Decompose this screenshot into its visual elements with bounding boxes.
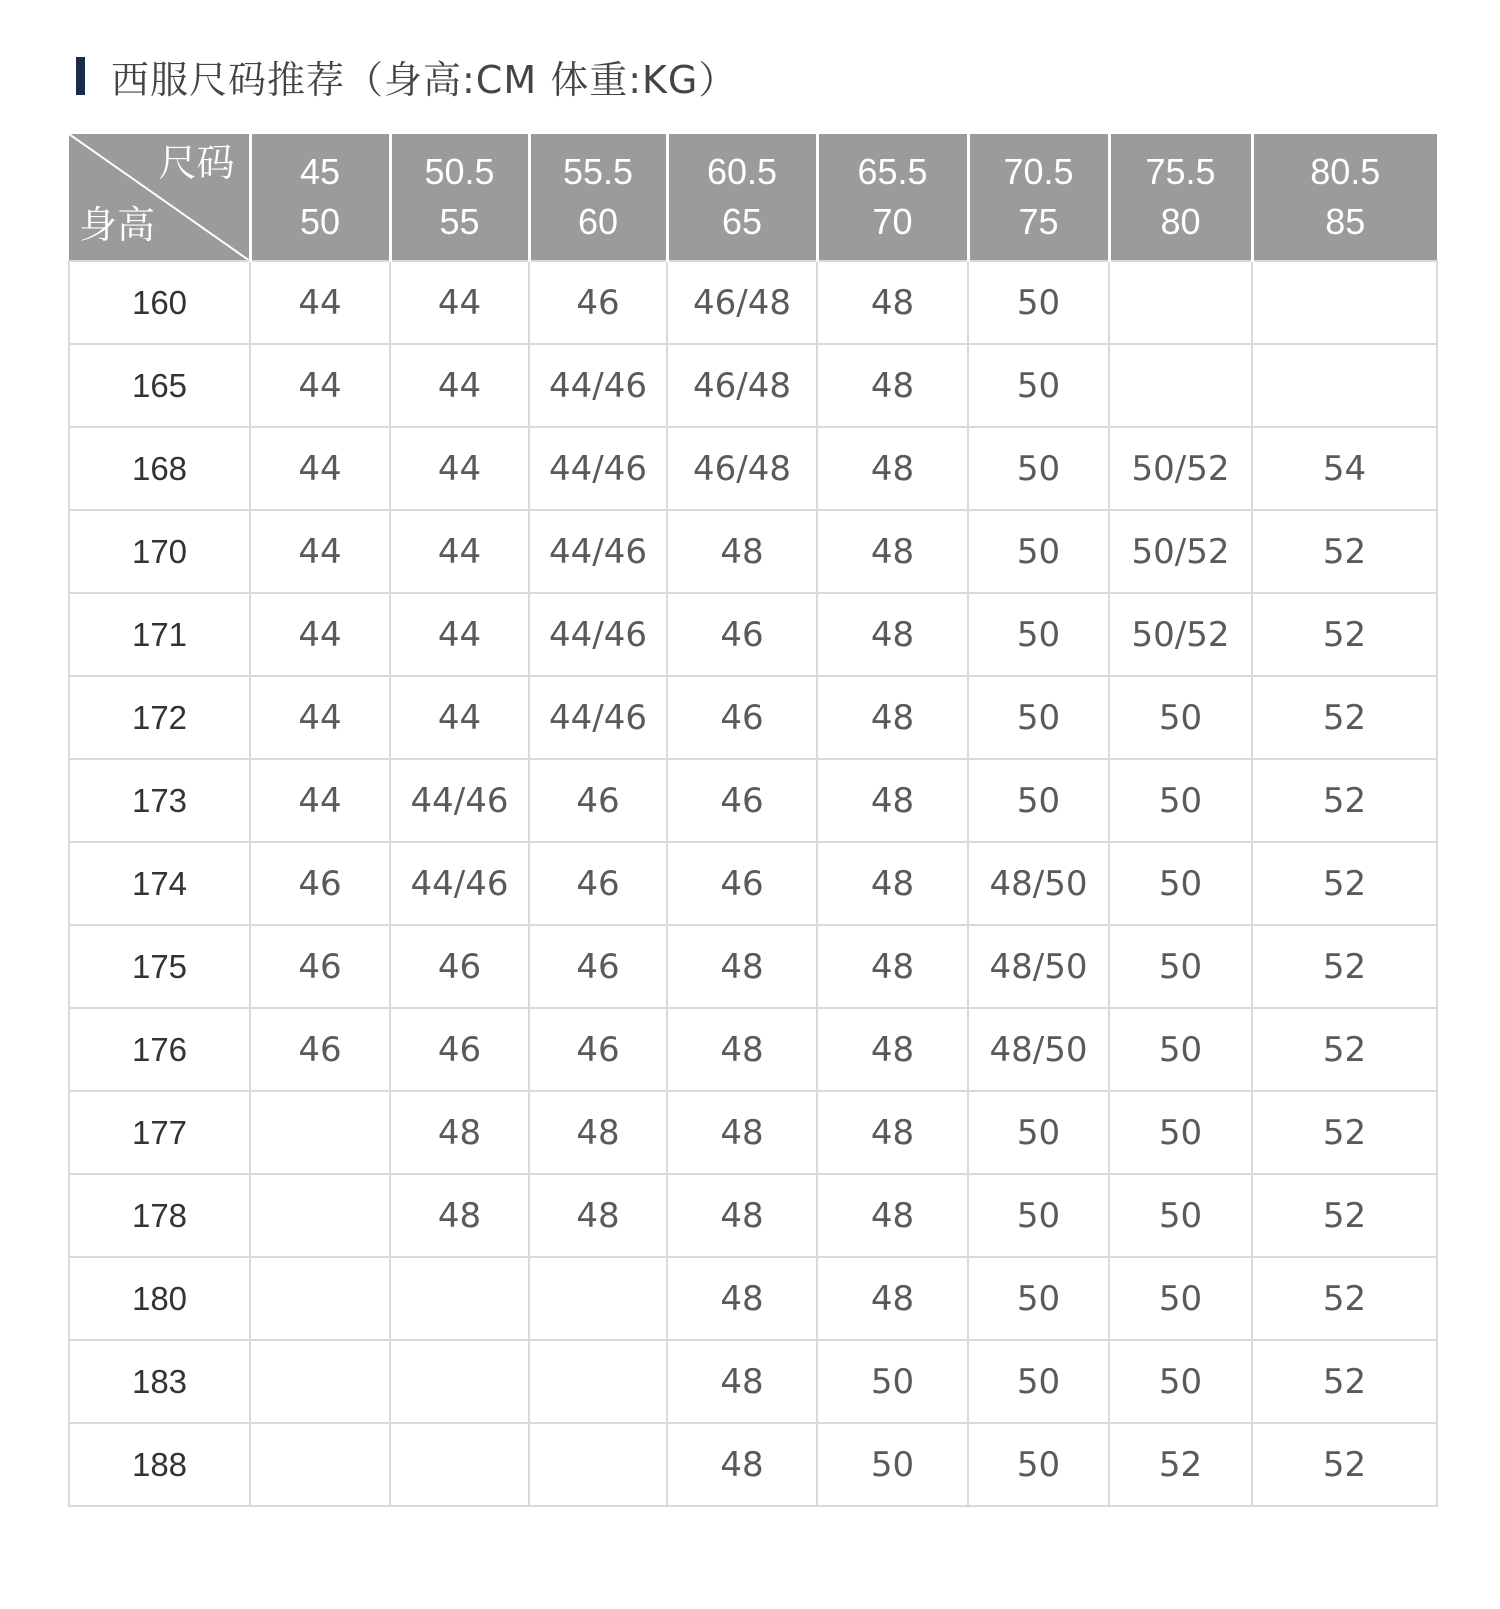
height-cell: 173: [69, 759, 250, 842]
size-cell: 44: [390, 510, 529, 593]
size-cell: 48: [817, 593, 968, 676]
weight-max: 85: [1325, 201, 1366, 242]
weight-min: 80.5: [1310, 151, 1381, 192]
size-cell: 44: [390, 593, 529, 676]
size-cell: 46: [529, 925, 667, 1008]
size-cell: 52: [1252, 676, 1437, 759]
size-cell: 52: [1252, 1174, 1437, 1257]
size-cell: 46: [529, 261, 667, 344]
size-cell: 48: [817, 759, 968, 842]
height-cell: 160: [69, 261, 250, 344]
size-cell: 52: [1109, 1423, 1252, 1506]
size-cell: 52: [1252, 593, 1437, 676]
size-cell: 48: [817, 676, 968, 759]
corner-label-height: 身高: [79, 205, 156, 247]
size-cell: 44: [390, 427, 529, 510]
size-cell: 48: [529, 1174, 667, 1257]
size-cell: 50: [1109, 759, 1252, 842]
size-cell: 44: [250, 759, 390, 842]
size-cell: 46: [390, 925, 529, 1008]
size-cell: 50: [968, 1340, 1109, 1423]
size-cell: 48: [817, 427, 968, 510]
size-cell: 44: [390, 676, 529, 759]
weight-max: 60: [577, 201, 619, 242]
size-cell: 50: [1109, 1174, 1252, 1257]
table-row: [69, 925, 1437, 1008]
size-cell: [1252, 261, 1437, 344]
table-row: [69, 261, 1437, 344]
table-row: [69, 842, 1437, 925]
size-cell: 50: [1109, 842, 1252, 925]
size-cell: [1109, 261, 1252, 344]
size-cell: 52: [1252, 759, 1437, 842]
weight-column-header: [667, 134, 817, 261]
size-cell: 52: [1252, 842, 1437, 925]
size-cell: 46/48: [667, 344, 817, 427]
size-cell: [250, 1257, 390, 1340]
weight-column-header: [1252, 134, 1437, 261]
corner-header-cell: [69, 134, 250, 261]
size-cell: 48: [667, 510, 817, 593]
height-cell: 170: [69, 510, 250, 593]
page-title: [76, 48, 737, 104]
table-row: [69, 759, 1437, 842]
size-cell: 44: [250, 344, 390, 427]
weight-max: 75: [1018, 201, 1059, 242]
size-cell: [390, 1340, 529, 1423]
height-cell: 171: [69, 593, 250, 676]
weight-column-header: [250, 134, 390, 261]
table-row: [69, 510, 1437, 593]
height-cell: 176: [69, 1008, 250, 1091]
size-cell: 50: [1109, 1257, 1252, 1340]
size-cell: 48: [817, 344, 968, 427]
weight-column-header: [817, 134, 968, 261]
size-cell: 48: [667, 1423, 817, 1506]
height-cell: 178: [69, 1174, 250, 1257]
size-cell: [529, 1340, 667, 1423]
size-cell: [250, 1423, 390, 1506]
size-cell: 48: [529, 1091, 667, 1174]
table-row: [69, 593, 1437, 676]
size-cell: 44/46: [529, 344, 667, 427]
table-row: [69, 1174, 1437, 1257]
size-cell: 48: [817, 1174, 968, 1257]
height-cell: 183: [69, 1340, 250, 1423]
header-row: [69, 134, 1437, 261]
size-cell: 48: [667, 1340, 817, 1423]
size-cell: 52: [1252, 1008, 1437, 1091]
size-cell: 44: [250, 427, 390, 510]
size-cell: 44/46: [529, 593, 667, 676]
size-cell: 46: [250, 1008, 390, 1091]
weight-max: 55: [439, 201, 480, 242]
weight-max: 70: [872, 201, 913, 242]
weight-max: 80: [1160, 201, 1201, 242]
size-cell: 48: [817, 261, 968, 344]
weight-min: 55.5: [562, 151, 634, 192]
size-cell: 52: [1252, 510, 1437, 593]
size-cell: 54: [1252, 427, 1437, 510]
size-recommendation-table: [68, 134, 1438, 1507]
weight-min: 75.5: [1145, 151, 1216, 192]
weight-min: 65.5: [857, 151, 928, 192]
table-row: [69, 676, 1437, 759]
weight-min: 60.5: [706, 151, 778, 192]
size-cell: 48: [667, 925, 817, 1008]
weight-column-header: [1109, 134, 1252, 261]
weight-column-header: [390, 134, 529, 261]
size-cell: 46/48: [667, 261, 817, 344]
size-cell: 46: [667, 593, 817, 676]
size-cell: 52: [1252, 1340, 1437, 1423]
table-row: [69, 427, 1437, 510]
size-cell: 50: [817, 1423, 968, 1506]
size-cell: 46: [667, 842, 817, 925]
page-title-text: 西服尺码推荐（身高:CM 体重:KG）: [111, 57, 738, 102]
table-row: [69, 1091, 1437, 1174]
weight-max: 65: [721, 201, 763, 242]
size-cell: [1109, 344, 1252, 427]
size-cell: 50: [1109, 1340, 1252, 1423]
size-cell: 50/52: [1109, 510, 1252, 593]
size-cell: 44: [250, 676, 390, 759]
size-cell: [390, 1423, 529, 1506]
size-cell: 48: [667, 1257, 817, 1340]
size-cell: 44: [390, 261, 529, 344]
size-cell: 48: [390, 1091, 529, 1174]
size-cell: 44: [390, 344, 529, 427]
size-cell: 50: [1109, 1091, 1252, 1174]
size-cell: 46/48: [667, 427, 817, 510]
size-cell: 52: [1252, 1091, 1437, 1174]
size-cell: 46: [529, 1008, 667, 1091]
size-cell: 48: [390, 1174, 529, 1257]
size-cell: 44: [250, 593, 390, 676]
size-cell: 48: [817, 1257, 968, 1340]
size-cell: 50: [968, 593, 1109, 676]
size-cell: 48: [817, 1091, 968, 1174]
size-cell: 46: [529, 759, 667, 842]
size-cell: 44/46: [390, 759, 529, 842]
size-cell: 46: [250, 925, 390, 1008]
size-cell: 50: [968, 344, 1109, 427]
table-row: [69, 1008, 1437, 1091]
size-cell: 50: [968, 1423, 1109, 1506]
size-cell: 46: [390, 1008, 529, 1091]
size-cell: 50: [968, 427, 1109, 510]
size-cell: 44: [250, 510, 390, 593]
size-cell: [529, 1257, 667, 1340]
weight-column-header: [968, 134, 1109, 261]
height-cell: 188: [69, 1423, 250, 1506]
weight-max: 50: [299, 201, 341, 242]
height-cell: 168: [69, 427, 250, 510]
height-cell: 177: [69, 1091, 250, 1174]
size-cell: 44: [250, 261, 390, 344]
size-cell: 46: [667, 759, 817, 842]
height-cell: 172: [69, 676, 250, 759]
size-cell: 48/50: [968, 842, 1109, 925]
size-cell: 48: [817, 1008, 968, 1091]
size-cell: 48: [817, 842, 968, 925]
height-cell: 165: [69, 344, 250, 427]
size-cell: 48/50: [968, 925, 1109, 1008]
size-cell: 52: [1252, 1257, 1437, 1340]
size-cell: [1252, 344, 1437, 427]
size-cell: 48: [817, 925, 968, 1008]
size-cell: 48: [667, 1174, 817, 1257]
size-cell: 50/52: [1109, 593, 1252, 676]
size-cell: 50: [968, 510, 1109, 593]
size-cell: 48: [667, 1091, 817, 1174]
size-cell: 52: [1252, 925, 1437, 1008]
size-cell: 44/46: [529, 676, 667, 759]
size-cell: 44/46: [390, 842, 529, 925]
weight-min: 50.5: [424, 151, 495, 192]
size-cell: 44/46: [529, 510, 667, 593]
size-cell: 50: [1109, 676, 1252, 759]
height-cell: 175: [69, 925, 250, 1008]
weight-min: 70.5: [1003, 151, 1074, 192]
size-cell: 50: [968, 1091, 1109, 1174]
size-cell: 50: [968, 1174, 1109, 1257]
corner-label-size: 尺码: [158, 143, 235, 185]
weight-min: 45: [299, 151, 341, 192]
size-cell: 46: [667, 676, 817, 759]
size-cell: 50/52: [1109, 427, 1252, 510]
table-row: [69, 344, 1437, 427]
size-cell: 48: [667, 1008, 817, 1091]
size-cell: 50: [817, 1340, 968, 1423]
height-cell: 180: [69, 1257, 250, 1340]
size-cell: [390, 1257, 529, 1340]
size-cell: [250, 1091, 390, 1174]
weight-column-header: [529, 134, 667, 261]
size-cell: 50: [968, 1257, 1109, 1340]
size-cell: 50: [968, 759, 1109, 842]
size-cell: 50: [1109, 1008, 1252, 1091]
size-cell: [250, 1174, 390, 1257]
table-row: [69, 1423, 1437, 1506]
size-cell: 50: [968, 676, 1109, 759]
size-cell: 46: [250, 842, 390, 925]
size-cell: 46: [529, 842, 667, 925]
table-row: [69, 1340, 1437, 1423]
size-cell: 48/50: [968, 1008, 1109, 1091]
size-cell: [250, 1340, 390, 1423]
size-cell: 50: [1109, 925, 1252, 1008]
title-accent-bar: [76, 57, 85, 95]
size-cell: [529, 1423, 667, 1506]
height-cell: 174: [69, 842, 250, 925]
size-cell: 52: [1252, 1423, 1437, 1506]
size-cell: 50: [968, 261, 1109, 344]
table-row: [69, 1257, 1437, 1340]
size-cell: 44/46: [529, 427, 667, 510]
size-cell: 48: [817, 510, 968, 593]
